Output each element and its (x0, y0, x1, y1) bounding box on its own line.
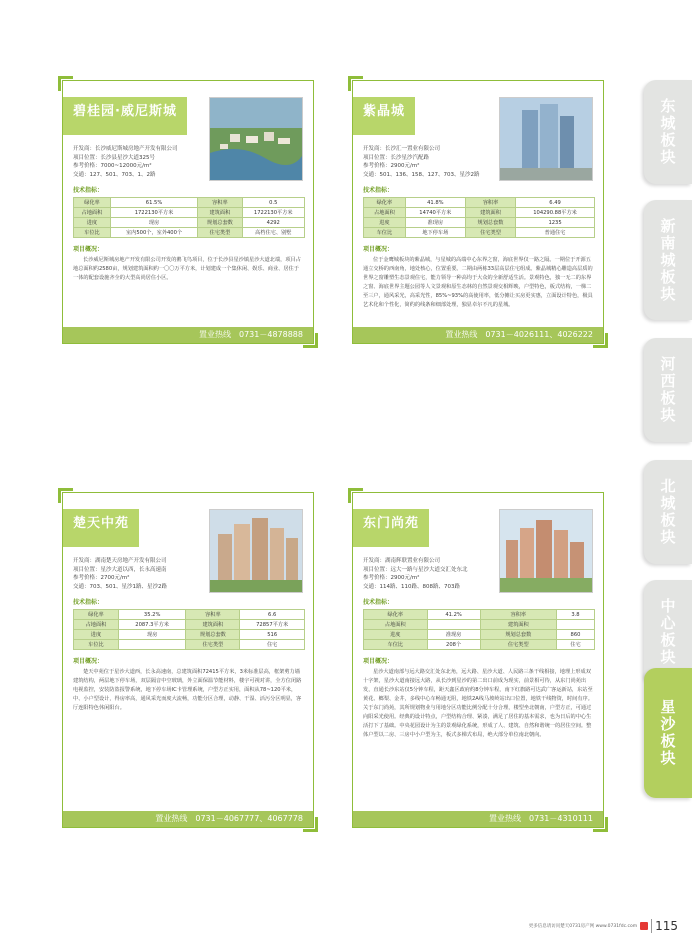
title-row (63, 97, 313, 145)
table-cell: 72857平方米 (240, 620, 305, 630)
location-text: 项目位置：远大一路与星沙大道交汇处东北 (363, 566, 468, 573)
transit-text: 交通：703、501、星沙1路、星沙2路 (73, 583, 167, 590)
table-row (74, 640, 305, 650)
tab-xinnancheng[interactable]: 新南城板块 (644, 200, 692, 320)
table-cell: 规划总套数 (198, 218, 242, 228)
table-row (74, 208, 305, 218)
hotline-label: 置业热线 (155, 814, 188, 823)
table-cell: 高档住宅、别墅 (242, 228, 304, 238)
table-cell: 住宅 (240, 640, 305, 650)
project-title: 紫晶城 (353, 97, 415, 135)
project-photo (499, 97, 593, 181)
project-card-2 (352, 80, 604, 344)
table-cell: 41.8% (405, 198, 465, 208)
tab-beicheng[interactable]: 北城板块 (644, 460, 692, 564)
developer-text: 开发商：长沙威尼斯城房地产开发有限公司 (73, 146, 178, 152)
corner-decoration (348, 76, 363, 91)
tech-table (363, 609, 595, 650)
transit-text: 交通：501、136、158、127、703、星沙2路 (363, 171, 480, 178)
table-cell: 车位比 (74, 640, 119, 650)
project-card-4 (352, 492, 604, 828)
summary-text: 长沙威尼斯城房地产开发有限公司开发的鹅飞鸟项目，位于长沙县星沙镇星沙大道北端，项目占地总面积约2580亩，规划建筑面积约一〇〇万平方米，计划建成一个集休闲、娱乐、商业、居住于一体的配套设施齐全的大型高尚居住小区。 (73, 257, 301, 281)
summary-text: 位于金鹰城板块的紫晶城，与星城的高端中心东界之窗，海底世界仅一路之隔。一期位于开源五通立交桥的西南角，地处核心，位置重要。二期由两栋33层高层住宅组成。紫晶城精心雕造高层质的世界之窗雕塑生态景观住宅，能力领导一种高均于大众的全新舒适生活。景观特色，独一无二的东界之窗、海底世界主题公园等人文景观和原生态林的自然景观交相辉映，户型特色，板式结构，一梯二至三户，通风采光，高采光性，85%~93%的高使用率，低分摊让买房更实惠，立面设计特色，极具艺术化和个性化，简约的线条和细部处理，独显卓尔不凡的星城。 (363, 257, 593, 308)
table-cell: 61.5% (110, 198, 197, 208)
project-title: 楚天中苑 (63, 509, 139, 547)
table-row (74, 630, 305, 640)
tech-label: 技术指标： (363, 599, 394, 606)
table-row (364, 198, 595, 208)
home-icon (640, 922, 648, 930)
table-row (74, 198, 305, 208)
price-text: 参考价格：2900元/m² (363, 163, 420, 169)
table-cell: 占地面积 (74, 208, 111, 218)
table-cell: 1722130平方米 (110, 208, 197, 218)
table-row (74, 610, 305, 620)
table-row (74, 228, 305, 238)
corner-decoration (303, 817, 318, 832)
table-row (74, 218, 305, 228)
developer-text: 开发商：湖南辉联置业有限公司 (363, 558, 441, 564)
project-photo (209, 97, 303, 181)
table-cell: 占地面积 (364, 620, 428, 630)
table-cell: 4292 (242, 218, 304, 228)
page-footer (529, 919, 678, 933)
corner-decoration (348, 488, 363, 503)
table-cell: 室内500个，室外400个 (110, 228, 197, 238)
hotline-label: 置业热线 (199, 330, 231, 339)
corner-decoration (303, 333, 318, 348)
project-info (363, 557, 503, 591)
transit-text: 交通：127、501、703、1、2路 (73, 171, 156, 178)
table-row (364, 610, 595, 620)
table-cell: 绿化率 (74, 610, 119, 620)
table-cell: 车位比 (74, 228, 111, 238)
hotline-bar (353, 811, 603, 827)
project-card-1 (62, 80, 314, 344)
table-cell: 3.8 (556, 610, 594, 620)
summary-label: 项目概况： (363, 658, 394, 665)
table-cell: 绿化率 (364, 610, 428, 620)
table-cell: 绿化率 (364, 198, 406, 208)
table-cell: 绿化率 (74, 198, 111, 208)
tech-label: 技术指标： (73, 187, 104, 194)
tech-label: 技术指标： (363, 187, 394, 194)
table-cell: 现房 (118, 630, 185, 640)
price-text: 参考价格：2900元/m² (363, 575, 420, 581)
table-cell: 车位比 (364, 228, 406, 238)
title-row (353, 509, 603, 557)
table-cell: 6.49 (516, 198, 595, 208)
transit-text: 交通：114路、110路、808路、703路 (363, 583, 460, 590)
tech-table (73, 609, 305, 650)
developer-text: 开发商：长沙汇一置业有限公司 (363, 146, 441, 152)
table-cell: 104290.88平方米 (516, 208, 595, 218)
tab-xingsha[interactable]: 星沙板块 (644, 668, 692, 798)
project-title: 碧桂园·威尼斯城 (63, 97, 187, 135)
summary-text: 星沙大道南部与远大路交汇处东北角，远大路、星沙大道、人民路三条干线相接，地理上形成双十字架，星沙大道南接远大路，从长沙到星沙的第二出口前成为现实，前景相可待，从东门尚苑出发，直通长沙东站仅5分钟车程，距天鑫区政府约8分钟车程，南下红旗路可达武广客运新站，东站至黄花、榔梨、金井，多线中心车畅通无阻，地铁2A线马坡岭站出口位置，地铁干线物资，时间有序。关于东门尚苑，其所规划物业与用地分区功能比例分配十分合理，楼型坐北朝南，户型方正，可通过向阳采光使用。经典的设计特点，户型结构合理、紧凑，满足了居住的基本需求，也为日后的中心生活打下了基础。中央花园设计为主的景观绿化系统，形成了人、建筑、自然和谐统一的居住空间。整体户型以二房、三房中小户型为主，板式多梯式布局，绝大部分单位南北朝向。 (363, 669, 593, 738)
table-row (364, 640, 595, 650)
tab-zhongxin[interactable]: 中心板块 (644, 580, 692, 684)
corner-decoration (593, 817, 608, 832)
developer-text: 开发商：湖南楚天房地产开发有限公司 (73, 558, 167, 564)
table-cell: 规划总套数 (480, 630, 556, 640)
corner-decoration (593, 333, 608, 348)
table-cell: 住宅类型 (465, 228, 515, 238)
tech-table (73, 197, 305, 238)
table-cell: 准现房 (405, 218, 465, 228)
summary-label: 项目概况： (73, 246, 104, 253)
project-title: 东门尚苑 (353, 509, 429, 547)
table-cell: 建筑面积 (186, 620, 240, 630)
hotline-bar (63, 811, 313, 827)
hotline-bar (353, 327, 603, 343)
hotline-label: 置业热线 (445, 330, 478, 339)
table-row (364, 630, 595, 640)
table-cell: 0.5 (242, 198, 304, 208)
location-text: 项目位置：星沙大道以西，长永高速南 (73, 566, 167, 573)
hotline-number: 0731－4878888 (239, 330, 303, 339)
table-row (364, 228, 595, 238)
footer-text: 更多信息请访问楚天0731房产网 www.0731fdc.com (528, 924, 638, 929)
table-cell: 占地面积 (364, 208, 406, 218)
location-text: 项目位置：长沙县星沙大道325号 (73, 154, 155, 161)
table-cell: 208个 (427, 640, 480, 650)
table-row (364, 208, 595, 218)
project-info (73, 557, 213, 591)
table-cell (427, 620, 480, 630)
price-text: 参考价格：7000~12000元/m² (73, 163, 152, 169)
table-cell: 2087.3平方米 (118, 620, 185, 630)
table-cell: 住宅类型 (186, 640, 240, 650)
hotline-number: 0731－4067777、4067778 (195, 814, 303, 823)
title-row (63, 509, 313, 557)
tab-hexi[interactable]: 河西板块 (644, 338, 692, 442)
project-info (363, 145, 503, 179)
table-cell: 41.2% (427, 610, 480, 620)
table-cell: 住宅类型 (198, 228, 242, 238)
table-cell: 建筑面积 (198, 208, 242, 218)
table-cell: 容积率 (480, 610, 556, 620)
title-row (353, 97, 603, 145)
table-cell: 进度 (74, 630, 119, 640)
table-cell: 进度 (364, 630, 428, 640)
table-cell: 进度 (74, 218, 111, 228)
table-cell: 现房 (110, 218, 197, 228)
hotline-number: 0731－4026111、4026222 (485, 330, 593, 339)
table-row (74, 620, 305, 630)
table-cell: 规划总套数 (186, 630, 240, 640)
project-photo (209, 509, 303, 593)
tech-table (363, 197, 595, 238)
hotline-label: 置业热线 (489, 814, 521, 823)
tech-label: 技术指标： (73, 599, 104, 606)
table-cell: 516 (240, 630, 305, 640)
table-cell: 进度 (364, 218, 406, 228)
table-cell: 地下停车场 (405, 228, 465, 238)
table-cell: 普通住宅 (516, 228, 595, 238)
table-cell: 容积率 (465, 198, 515, 208)
hotline-number: 0731－4310111 (529, 814, 593, 823)
hotline-bar (63, 327, 313, 343)
project-photo (499, 509, 593, 593)
table-cell: 6.6 (240, 610, 305, 620)
table-cell (118, 640, 185, 650)
table-cell: 容积率 (198, 198, 242, 208)
project-info (73, 145, 213, 179)
page-number: 115 (651, 919, 678, 933)
summary-label: 项目概况： (363, 246, 394, 253)
price-text: 参考价格：2700元/m² (73, 575, 130, 581)
table-row (364, 218, 595, 228)
location-text: 项目位置：长沙星沙汽配路 (363, 154, 430, 161)
table-cell: 规划总套数 (465, 218, 515, 228)
summary-label: 项目概况： (73, 658, 104, 665)
corner-decoration (58, 488, 73, 503)
table-cell: 车位比 (364, 640, 428, 650)
table-cell (556, 620, 594, 630)
table-cell: 建筑面积 (465, 208, 515, 218)
table-cell: 容积率 (186, 610, 240, 620)
table-row (364, 620, 595, 630)
table-cell: 35.2% (118, 610, 185, 620)
table-cell: 建筑面积 (480, 620, 556, 630)
project-card-3 (62, 492, 314, 828)
tab-dongcheng[interactable]: 东城板块 (644, 80, 692, 184)
table-cell: 14740平方米 (405, 208, 465, 218)
corner-decoration (58, 76, 73, 91)
summary-text: 楚天中苑位于星沙大道西，长永高速南，总建筑面积72415平方米，3米标准层高，框架剪力墙建筑结构，两层地下停车场，双层隔音中空玻璃，外立面保温节能材料，楼宇可视对讲，全方位闭路电视监控，安装防盗报警系统，地下停车场IC卡管理系统，户型方正实用，面积从78~120平米，中、小户型设计，得房率高，通风采光而度大流畅，功能分区合理，动静、干湿、活污分区明显，客厅连阳特色休闲阳台。 (73, 669, 302, 711)
table-cell: 住宅类型 (480, 640, 556, 650)
table-cell: 住宅 (556, 640, 594, 650)
table-cell: 准现房 (427, 630, 480, 640)
table-cell: 占地面积 (74, 620, 119, 630)
table-cell: 1235 (516, 218, 595, 228)
table-cell: 860 (556, 630, 594, 640)
table-cell: 1722130平方米 (242, 208, 304, 218)
